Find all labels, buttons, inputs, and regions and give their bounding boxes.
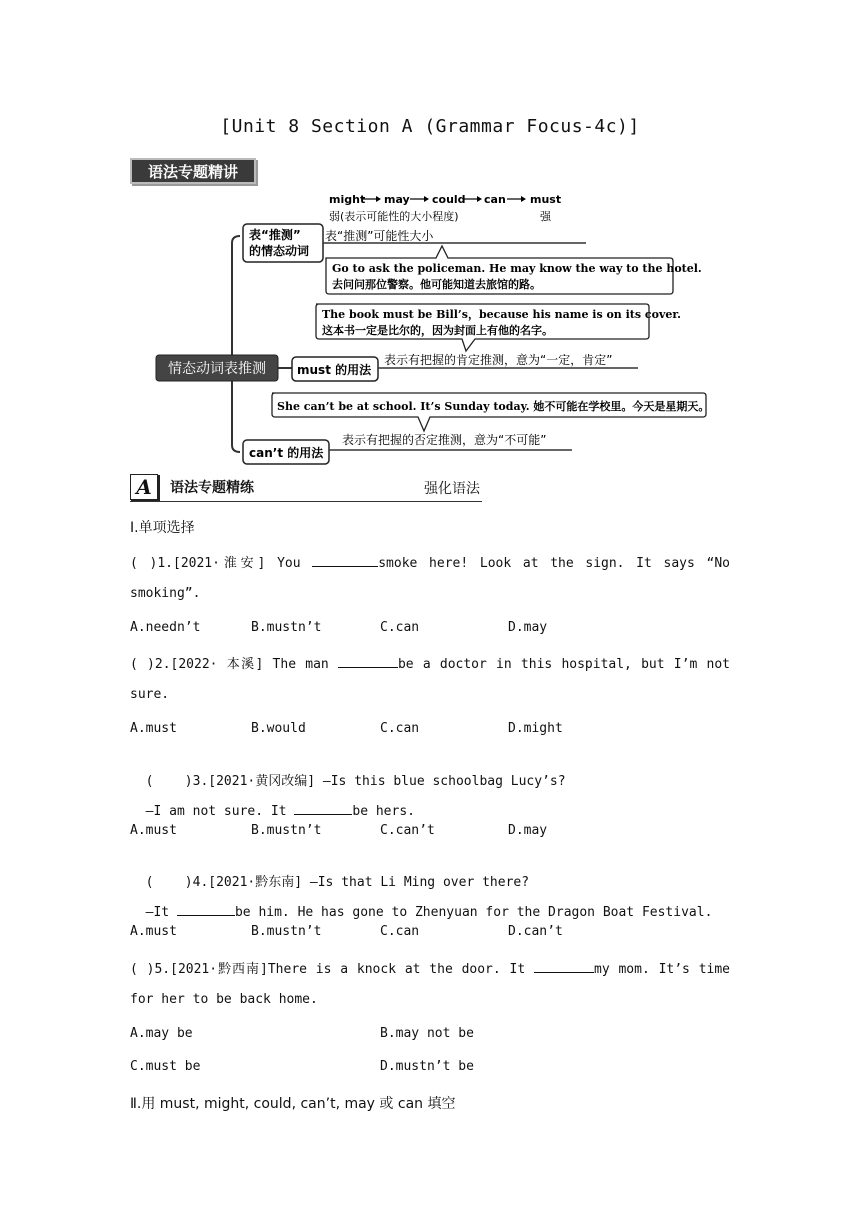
option-a[interactable]: A.must [130,721,177,736]
question-number: 2. [154,657,171,672]
question-3-line2 [130,789,415,819]
option-c[interactable]: C.can [380,721,420,736]
branch3-desc: 表示有把握的否定推测，意为“不可能” [342,433,547,447]
question-text: —I am not sure. It [145,804,287,819]
question-text: —It [145,905,170,920]
section-badge: A [130,474,158,500]
question-source: [2021·黔西南] [170,962,268,977]
option-a[interactable]: A.must [130,823,177,838]
question-text: be a doctor in this hospital, but I’m not [397,657,730,672]
scale-word: must [530,193,562,206]
section-header-grammar-explanation: 语法专题精讲 [130,158,256,184]
mindmap-diagram [0,180,860,470]
option-a[interactable]: A.needn’t [130,620,201,635]
option-c[interactable]: C.can’t [380,823,435,838]
branch3-example: She can’t be at school. It’s Sunday today. 她不可能在学校里。今天是星期天。 [277,400,710,413]
part1-heading: Ⅰ.单项选择 [130,520,195,536]
question-text: —Is this blue schoolbag Lucy’s? [322,774,566,789]
option-a[interactable]: A.may be [130,1026,193,1041]
question-3 [130,755,566,789]
answer-paren[interactable]: ( ) [130,556,158,571]
question-source: [2021·黄冈改编] [208,774,316,789]
scale-arrow-head [477,196,482,202]
question-4-line2 [130,890,712,920]
question-text: —Is that Li Ming over there? [309,875,530,890]
branch-cant-usage [243,393,709,464]
question-2-line2: sure. [130,687,170,702]
question-source: [2021·黔东南] [208,875,303,890]
answer-blank[interactable] [294,804,352,815]
question-source: [2021·淮安] [173,556,266,571]
option-d[interactable]: D.may [508,823,548,838]
scale-arrow-head [424,196,429,202]
option-b[interactable]: B.mustn’t [251,620,322,635]
question-1-line2: smoking”. [130,586,201,601]
option-a[interactable]: A.must [130,924,177,939]
branch2-desc: 表示有把握的肯定推测，意为“一定，肯定” [384,353,613,367]
option-c[interactable]: C.can [380,924,420,939]
question-number: 1. [157,556,173,571]
scale-word: might [329,193,366,206]
scale-word: may [384,193,410,206]
branch1-label-line1: 表“推测” [249,228,301,242]
option-b[interactable]: B.may not be [380,1026,474,1041]
scale-arrow-head [376,196,381,202]
answer-blank[interactable] [177,905,235,916]
section-subtitle: 强化语法 [424,481,480,497]
section-title: 语法专题精练 [170,480,254,496]
option-d[interactable]: D.mustn’t be [380,1059,474,1074]
branch3-label: can’t 的用法 [249,446,324,460]
answer-paren[interactable]: ( ) [145,774,193,789]
option-d[interactable]: D.can’t [508,924,563,939]
branch2-example-en: The book must be Bill’s，because his name is on its cover. [322,308,681,321]
scale-word: can [484,193,506,206]
question-text: my mom. It’s time [594,962,731,977]
question-5 [130,958,730,977]
option-b[interactable]: B.would [251,721,306,736]
answer-paren[interactable]: ( ) [130,962,155,977]
part2-heading: Ⅱ.用 must, might, could, can’t, may 或 can 填空 [130,1096,456,1112]
question-text: be him. He has gone to Zhenyuan for the Dragon Boat Festival. [234,905,713,920]
question-2 [130,653,730,672]
question-source: [2022· 本溪] [170,657,264,672]
scale-weak-label: 弱(表示可能性的大小程度) [329,210,459,223]
answer-blank[interactable] [338,657,398,668]
option-c[interactable]: C.can [380,620,420,635]
scale-arrow-head [521,196,526,202]
question-number: 5. [154,962,171,977]
branch1-example-cn: 去问问那位警察。他可能知道去旅馆的路。 [332,278,541,291]
mindmap-root [156,355,278,381]
question-text: be hers. [352,804,415,819]
tree-connector [232,236,240,368]
option-b[interactable]: B.mustn’t [251,823,322,838]
scale-word: could [432,193,466,206]
branch2-label: must 的用法 [297,363,372,377]
svg-text:情态动词表推测: 情态动词表推测 [168,361,266,377]
question-text: The man [272,657,329,672]
branch1-example-en: Go to ask the policeman. He may know the way to the hotel. [332,262,702,275]
scale-strong-label: 强 [540,210,551,223]
answer-blank[interactable] [312,556,378,567]
option-d[interactable]: D.might [508,721,563,736]
question-5-line2: for her to be back home. [130,992,318,1007]
branch1-label-line2: 的情态动词 [249,244,310,258]
answer-blank[interactable] [534,962,594,973]
possibility-scale [329,193,561,223]
question-text: You [277,556,301,571]
question-text: There is a knock at the door. It [267,962,526,977]
question-number: 3. [192,774,209,789]
branch2-example-cn: 这本书一定是比尔的，因为封面上有他的名字。 [322,324,553,337]
question-1 [130,552,730,571]
branch-must-usage [292,304,681,381]
question-number: 4. [192,875,209,890]
section-header-grammar-practice [130,472,482,502]
branch-modal-inference [243,224,702,294]
question-text: smoke here! Look at the sign. It says “No [378,556,730,571]
divider [130,501,482,502]
option-c[interactable]: C.must be [130,1059,201,1074]
option-d[interactable]: D.may [508,620,548,635]
answer-paren[interactable]: ( ) [145,875,193,890]
branch1-desc: 表“推测”可能性大小 [325,229,434,243]
option-b[interactable]: B.mustn’t [251,924,322,939]
question-4 [130,856,529,890]
page-title: [Unit 8 Section A (Grammar Focus-4c)] [220,116,640,137]
answer-paren[interactable]: ( ) [130,657,155,672]
